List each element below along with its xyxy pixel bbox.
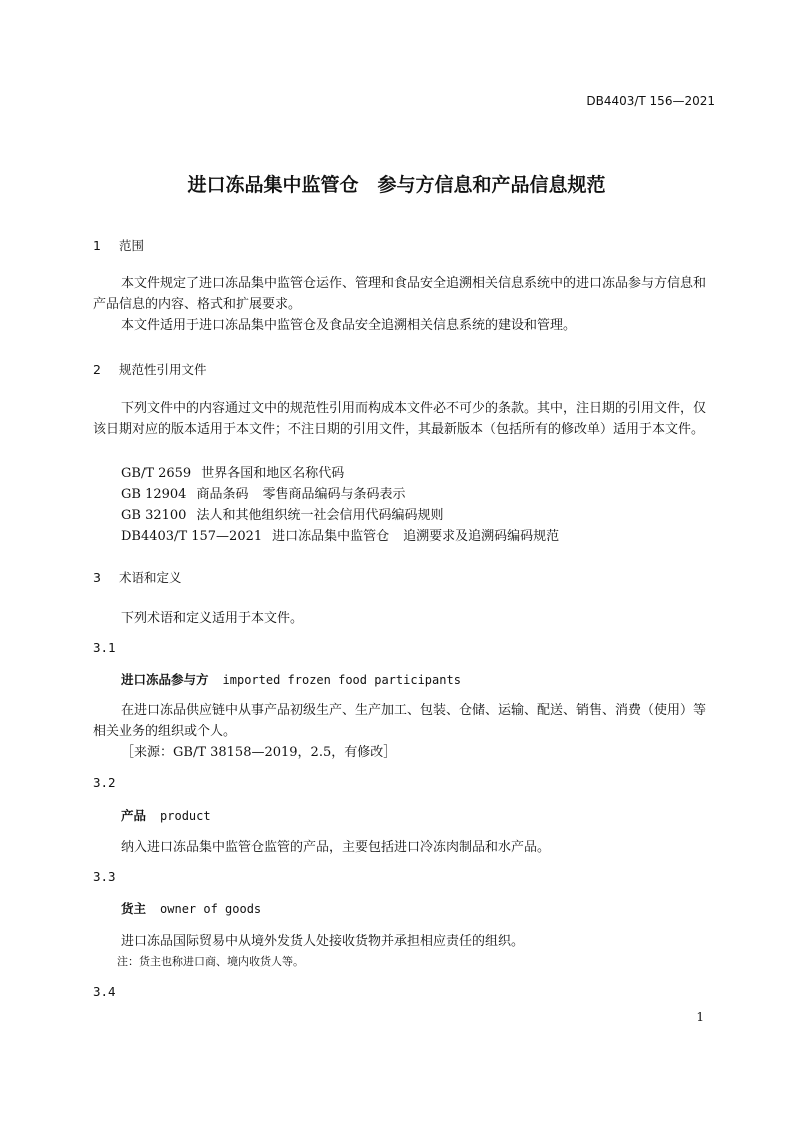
section-number: 3	[93, 570, 101, 585]
scope-paragraph-1: 本文件规定了进口冻品集中监管仓运作、管理和食品安全追溯相关信息系统中的进口冻品参与方信息和产品信息的内容、格式和扩展要求。	[93, 276, 707, 312]
term-source: ［来源：GB/T 38158—2019，2.5，有修改］	[121, 745, 397, 760]
document-number: DB4403/T 156—2021	[586, 94, 715, 108]
page-number: 1	[696, 1010, 704, 1024]
reference-subtitle: 零售商品编码与条码表示	[262, 487, 406, 502]
terms-intro: 下列术语和定义适用于本文件。	[121, 611, 304, 626]
term-note: 注：货主也称进口商、境内收货人等。	[117, 955, 304, 968]
term-number: 3.1	[93, 640, 116, 655]
term-chinese: 进口冻品参与方	[121, 672, 209, 687]
term-heading	[121, 670, 461, 688]
term-definition: 在进口冻品供应链中从事产品初级生产、生产加工、包装、仓储、运输、配送、销售、消费（使用）等相关业务的组织或个人。	[93, 703, 707, 739]
reference-title: 法人和其他组织统一社会信用代码编码规则	[196, 508, 444, 523]
section-title: 术语和定义	[119, 570, 182, 585]
section-2-heading	[93, 360, 207, 378]
section-number: 1	[93, 238, 101, 253]
term-english: product	[160, 809, 211, 823]
term-chinese: 货主	[121, 901, 147, 916]
term-number: 3.2	[93, 775, 116, 790]
reference-item	[121, 504, 443, 523]
term-chinese: 产品	[121, 808, 147, 823]
term-definition: 进口冻品国际贸易中从境外发货人处接收货物并承担相应责任的组织。	[121, 934, 525, 949]
reference-title: 商品条码	[196, 487, 249, 502]
reference-item	[121, 525, 559, 544]
term-definition: 纳入进口冻品集中监管仓监管的产品，主要包括进口冷冻肉制品和水产品。	[121, 840, 551, 855]
section-3-heading	[93, 568, 182, 586]
reference-code: DB4403/T 157—2021	[121, 529, 263, 544]
document-title: 进口冻品集中监管仓 参与方信息和产品信息规范	[187, 174, 606, 196]
term-number: 3.3	[93, 869, 116, 884]
section-title: 范围	[119, 238, 145, 253]
references-intro-paragraph: 下列文件中的内容通过文中的规范性引用而构成本文件必不可少的条款。其中，注日期的引用文件，仅该日期对应的版本适用于本文件；不注日期的引用文件，其最新版本（包括所有的修改单）适用于本文件。	[93, 401, 707, 437]
term-heading	[121, 899, 261, 917]
reference-title: 进口冻品集中监管仓	[272, 529, 390, 544]
reference-item	[121, 462, 344, 481]
reference-code: GB 12904	[121, 487, 187, 502]
term-number: 3.4	[93, 984, 116, 999]
reference-item	[121, 483, 405, 502]
term-english: owner of goods	[160, 902, 262, 916]
section-title: 规范性引用文件	[119, 362, 207, 377]
section-1-heading	[93, 236, 144, 254]
section-number: 2	[93, 362, 101, 377]
term-heading	[121, 806, 211, 824]
reference-code: GB 32100	[121, 508, 187, 523]
term-english: imported frozen food participants	[222, 673, 461, 687]
reference-code: GB/T 2659	[121, 466, 192, 481]
scope-paragraph-2: 本文件适用于进口冻品集中监管仓及食品安全追溯相关信息系统的建设和管理。	[121, 318, 577, 333]
reference-title: 世界各国和地区名称代码	[201, 466, 345, 481]
reference-subtitle: 追溯要求及追溯码编码规范	[403, 529, 560, 544]
